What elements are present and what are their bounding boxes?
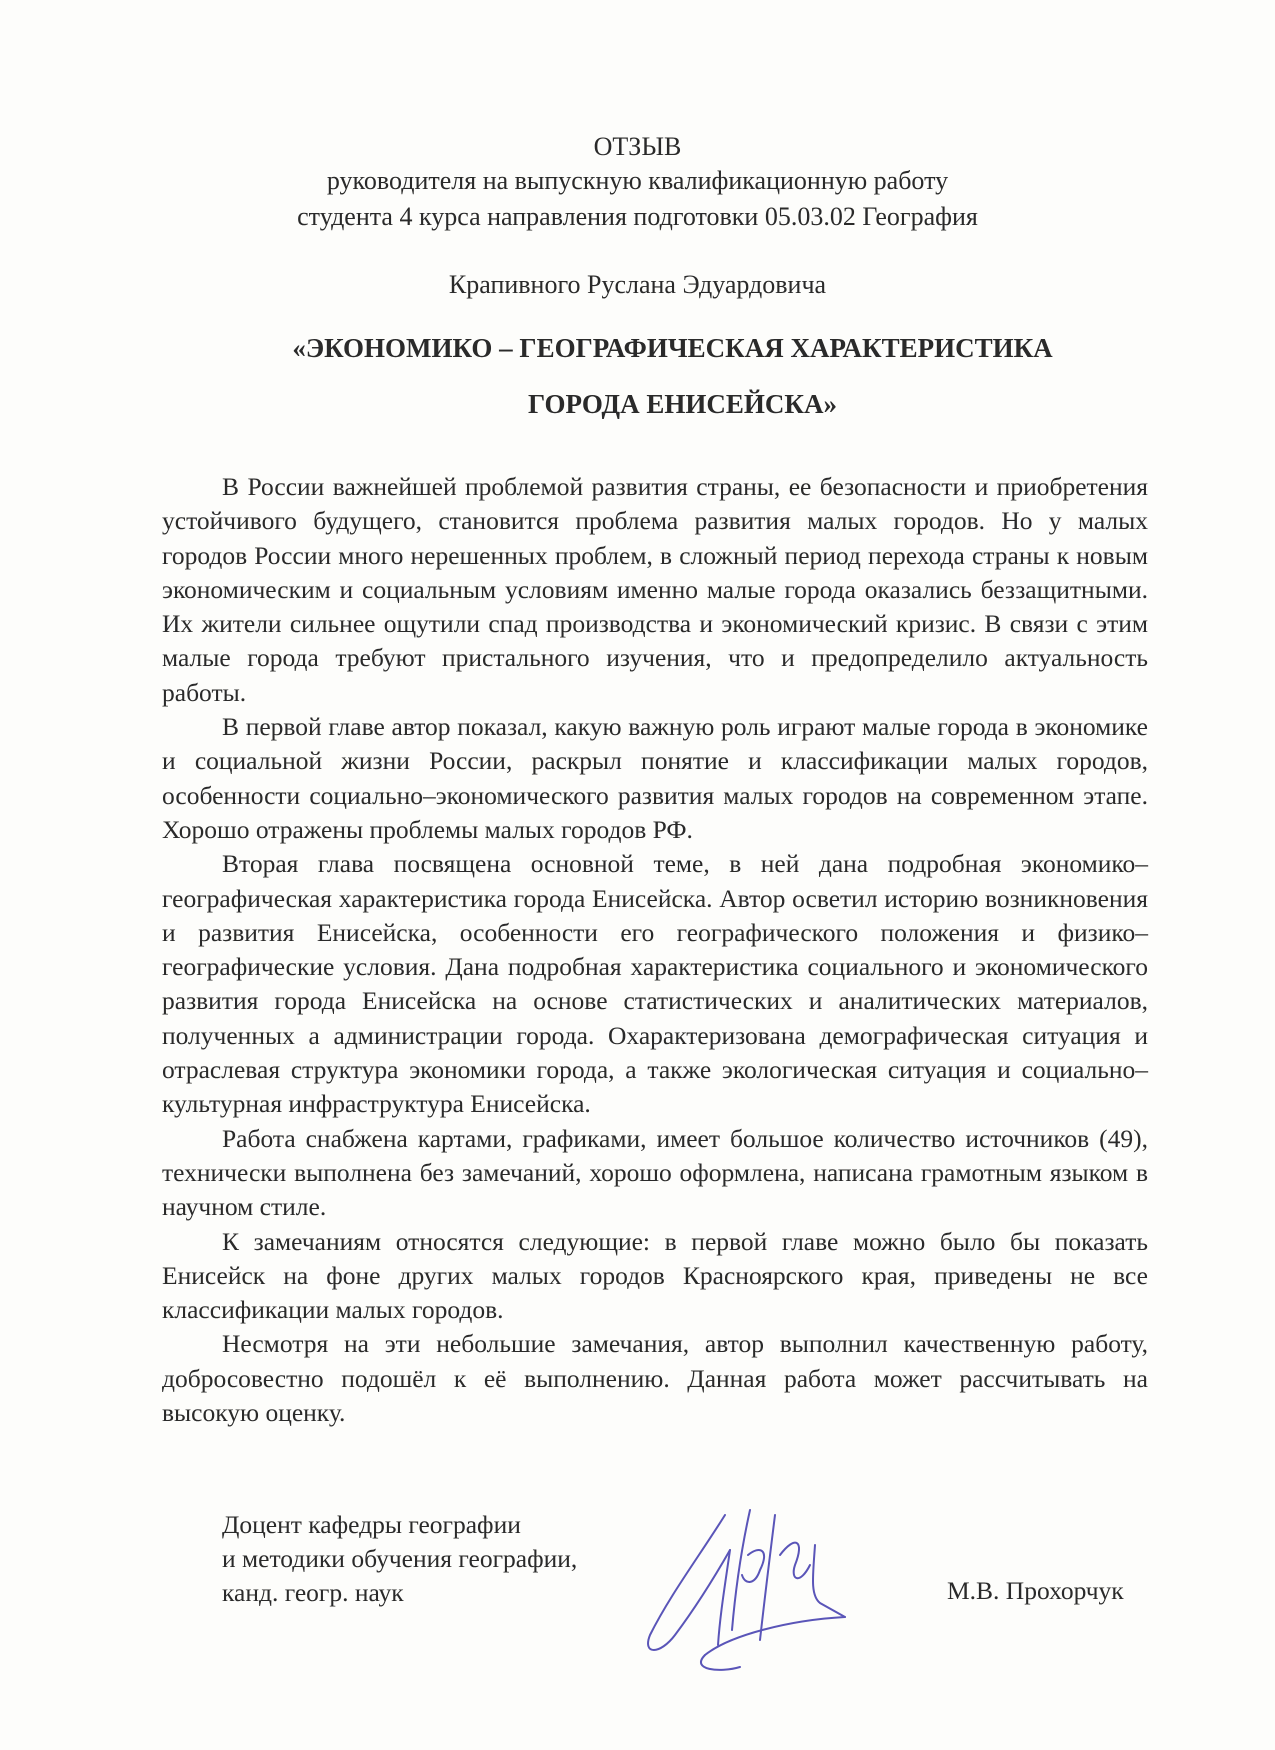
position-line: и методики обучения географии, [222,1544,578,1573]
document-subheading: руководителя на выпускную квалификационную работу [326,166,949,195]
paragraph: Несмотря на эти небольшие замечания, автор выполнил качественную работу, добросовестно подошёл к её выполнению. Данная работа может рассчитывать на высокую оценку. [162,1329,1148,1428]
thesis-title-line2: ГОРОДА ЕНИСЕЙСКА» [528,389,837,419]
reviewer-name: М.В. Прохорчук [947,1576,1124,1605]
document-heading: ОТЗЫВ [593,132,682,161]
document-subheading-program: студента 4 курса направления подготовки 05.03.02 География [297,202,978,231]
review-body [162,470,1148,1430]
position-line: Доцент кафедры географии [222,1510,521,1539]
paragraph: Вторая глава посвящена основной теме, в ней дана подробная экономико–географическая характеристика города Енисейска. Автор осветил историю возникновения и развития Енисейска, особенности его географического положения и физико–географические условия. Дана подробная характеристика социального и экономического развития города Енисейска на основе статистических и аналитических материалов, полученных а администрации города. Охарактеризована демографическая ситуация и отраслевая структура экономики города, а также экологическая ситуация и социально–культурная инфраструктура Енисейска. [162,849,1148,1119]
thesis-title-line1: «ЭКОНОМИКО – ГЕОГРАФИЧЕСКАЯ ХАРАКТЕРИСТИКА [292,333,1053,363]
paragraph: К замечаниям относятся следующие: в первой главе можно было бы показать Енисейск на фоне других малых городов Красноярского края, приведены не все классификации малых городов. [162,1226,1148,1325]
paragraph: В России важнейшей проблемой развития страны, ее безопасности и приобретения устойчивого будущего, становится проблема развития малых городов. Но у малых городов России много нерешенных проблем, в сложный период перехода страны к новым экономическим и социальным условиям именно малые города оказались беззащитными. Их жители сильнее ощутили спад производства и экономический кризис. В связи с этим малые города требуют пристального изучения, что и предопределило актуальность работы. [162,472,1148,707]
student-name: Крапивного Руслана Эдуардовича [448,270,827,299]
paragraph: Работа снабжена картами, графиками, имеет большое количество источников (49), технически выполнена без замечаний, хорошо оформлена, написана грамотным языком в научном стиле. [162,1123,1148,1222]
reviewer-position [222,1508,577,1610]
position-line: канд. геогр. наук [222,1578,404,1607]
paragraph: В первой главе автор показал, какую важную роль играют малые города в экономике и социальной жизни России, раскрыл понятие и классификации малых городов, особенности социально–экономического развития малых городов на современном этапе. Хорошо отражены проблемы малых городов РФ. [162,712,1148,844]
handwritten-signature [630,1495,880,1675]
